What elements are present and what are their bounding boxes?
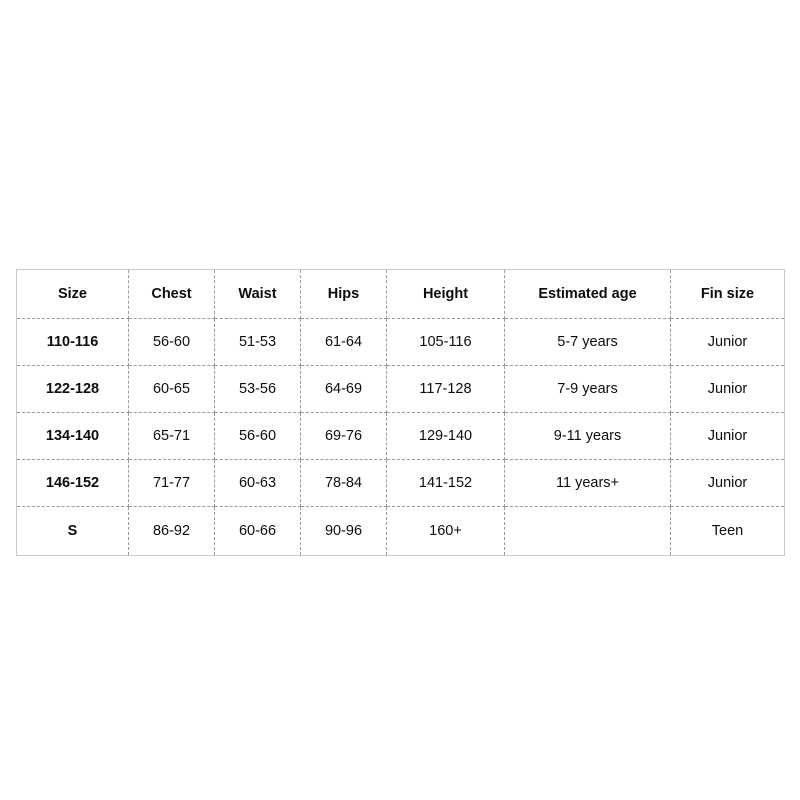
cell-chest: 86-92 <box>129 507 215 556</box>
cell-estimated-age: 7-9 years <box>505 366 671 413</box>
size-chart-container <box>16 269 784 556</box>
table-row <box>17 319 785 366</box>
table-row <box>17 460 785 507</box>
cell-fin-size: Junior <box>671 460 785 507</box>
cell-height: 117-128 <box>387 366 505 413</box>
cell-hips: 61-64 <box>301 319 387 366</box>
cell-size: 146-152 <box>17 460 129 507</box>
cell-waist: 51-53 <box>215 319 301 366</box>
cell-waist: 60-63 <box>215 460 301 507</box>
cell-fin-size: Junior <box>671 366 785 413</box>
cell-size: S <box>17 507 129 556</box>
cell-chest: 60-65 <box>129 366 215 413</box>
cell-hips: 69-76 <box>301 413 387 460</box>
column-header-hips: Hips <box>301 270 387 319</box>
column-header-estimated-age: Estimated age <box>505 270 671 319</box>
cell-size: 110-116 <box>17 319 129 366</box>
cell-chest: 65-71 <box>129 413 215 460</box>
table-header <box>17 270 785 319</box>
cell-waist: 60-66 <box>215 507 301 556</box>
cell-height: 105-116 <box>387 319 505 366</box>
cell-fin-size: Teen <box>671 507 785 556</box>
table-row <box>17 366 785 413</box>
cell-fin-size: Junior <box>671 319 785 366</box>
table-body <box>17 319 785 556</box>
column-header-size: Size <box>17 270 129 319</box>
table-row <box>17 413 785 460</box>
cell-height: 129-140 <box>387 413 505 460</box>
table-header-row <box>17 270 785 319</box>
column-header-fin-size: Fin size <box>671 270 785 319</box>
cell-chest: 71-77 <box>129 460 215 507</box>
cell-height: 160+ <box>387 507 505 556</box>
cell-estimated-age: 5-7 years <box>505 319 671 366</box>
cell-chest: 56-60 <box>129 319 215 366</box>
cell-size: 134-140 <box>17 413 129 460</box>
column-header-height: Height <box>387 270 505 319</box>
column-header-waist: Waist <box>215 270 301 319</box>
table-row <box>17 507 785 556</box>
column-header-chest: Chest <box>129 270 215 319</box>
cell-hips: 90-96 <box>301 507 387 556</box>
cell-fin-size: Junior <box>671 413 785 460</box>
size-chart-table <box>16 269 785 556</box>
cell-hips: 64-69 <box>301 366 387 413</box>
cell-height: 141-152 <box>387 460 505 507</box>
cell-estimated-age: 11 years+ <box>505 460 671 507</box>
cell-size: 122-128 <box>17 366 129 413</box>
cell-hips: 78-84 <box>301 460 387 507</box>
cell-estimated-age <box>505 507 671 556</box>
cell-waist: 53-56 <box>215 366 301 413</box>
cell-waist: 56-60 <box>215 413 301 460</box>
cell-estimated-age: 9-11 years <box>505 413 671 460</box>
